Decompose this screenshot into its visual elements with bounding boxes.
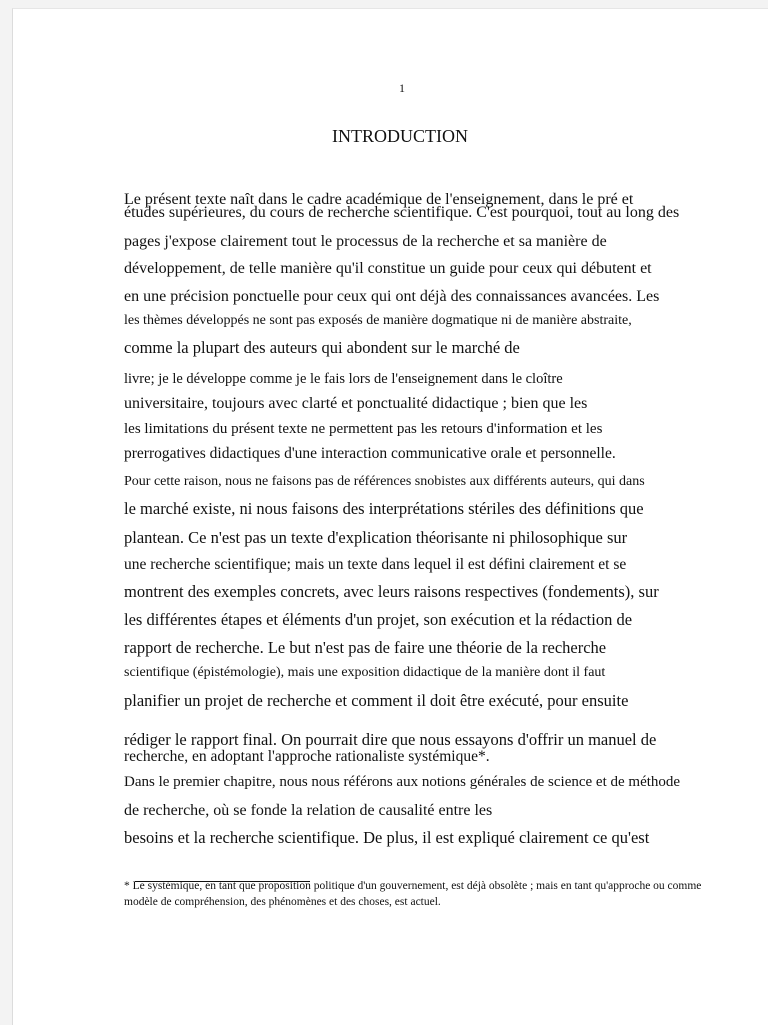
body-line: les limitations du présent texte ne permettent pas les retours d'information et les [124, 421, 603, 437]
body-line: de recherche, où se fonde la relation de causalité entre les [124, 802, 493, 819]
body-line: planifier un projet de recherche et comment il doit être exécuté, pour ensuite [124, 691, 629, 710]
body-line: rédiger le rapport final. On pourrait dire que nous essayons d'offrir un manuel de [124, 730, 657, 749]
body-line: les thèmes développés ne sont pas exposés de manière dogmatique ni de manière abstraite, [124, 313, 632, 328]
body-line: comme la plupart des auteurs qui abondent sur le marché de [124, 338, 520, 357]
body-line: le marché existe, ni nous faisons des interprétations stériles des définitions que [124, 499, 644, 518]
body-line: besoins et la recherche scientifique. De plus, il est expliqué clairement ce qu'est [124, 828, 650, 847]
body-line: livre; je le développe comme je le fais lors de l'enseignement dans le cloître [124, 371, 563, 387]
body-line: universitaire, toujours avec clarté et ponctualité didactique ; bien que les [124, 395, 588, 412]
page-number: 1 [399, 81, 405, 95]
body-line: une recherche scientifique; mais un texte dans lequel il est défini clairement et se [124, 556, 627, 573]
document-page [12, 8, 768, 1025]
body-line: plantean. Ce n'est pas un texte d'explication théorisante ni philosophique sur [124, 528, 628, 547]
body-line: Pour cette raison, nous ne faisons pas de références snobistes aux différents auteurs, qui dans [124, 474, 645, 489]
body-line: en une précision ponctuelle pour ceux qui ont déjà des connaissances avancées. Les [124, 288, 660, 305]
page-title: INTRODUCTION [332, 126, 468, 146]
body-line: montrent des exemples concrets, avec leurs raisons respectives (fondements), sur [124, 582, 659, 601]
body-line: Le présent texte naît dans le cadre académique de l'enseignement, dans le pré et [124, 191, 634, 208]
body-line: prerrogatives didactiques d'une interaction communicative orale et personnelle. [124, 445, 616, 462]
body-line: études supérieures, du cours de recherche scientifique. C'est pourquoi, tout au long des [124, 204, 680, 221]
body-line: pages j'expose clairement tout le processus de la recherche et sa manière de [124, 233, 607, 250]
footnote-line: * Le systémique, en tant que proposition politique d'un gouvernement, est déjà obsolète ; mais en tant qu'approche ou comme [124, 880, 702, 892]
body-line: recherche, en adoptant l'approche rationaliste systémique*. [124, 748, 490, 765]
body-line: rapport de recherche. Le but n'est pas de faire une théorie de la recherche [124, 638, 607, 657]
footnote-line: modèle de compréhension, des phénomènes et des choses, est actuel. [124, 896, 441, 908]
body-line: les différentes étapes et éléments d'un projet, son exécution et la rédaction de [124, 610, 633, 629]
body-line: développement, de telle manière qu'il constitue un guide pour ceux qui débutent et [124, 260, 652, 277]
body-line: scientifique (épistémologie), mais une exposition didactique de la manière dont il faut [124, 665, 606, 680]
body-line: Dans le premier chapitre, nous nous référons aux notions générales de science et de méthode [124, 774, 681, 790]
